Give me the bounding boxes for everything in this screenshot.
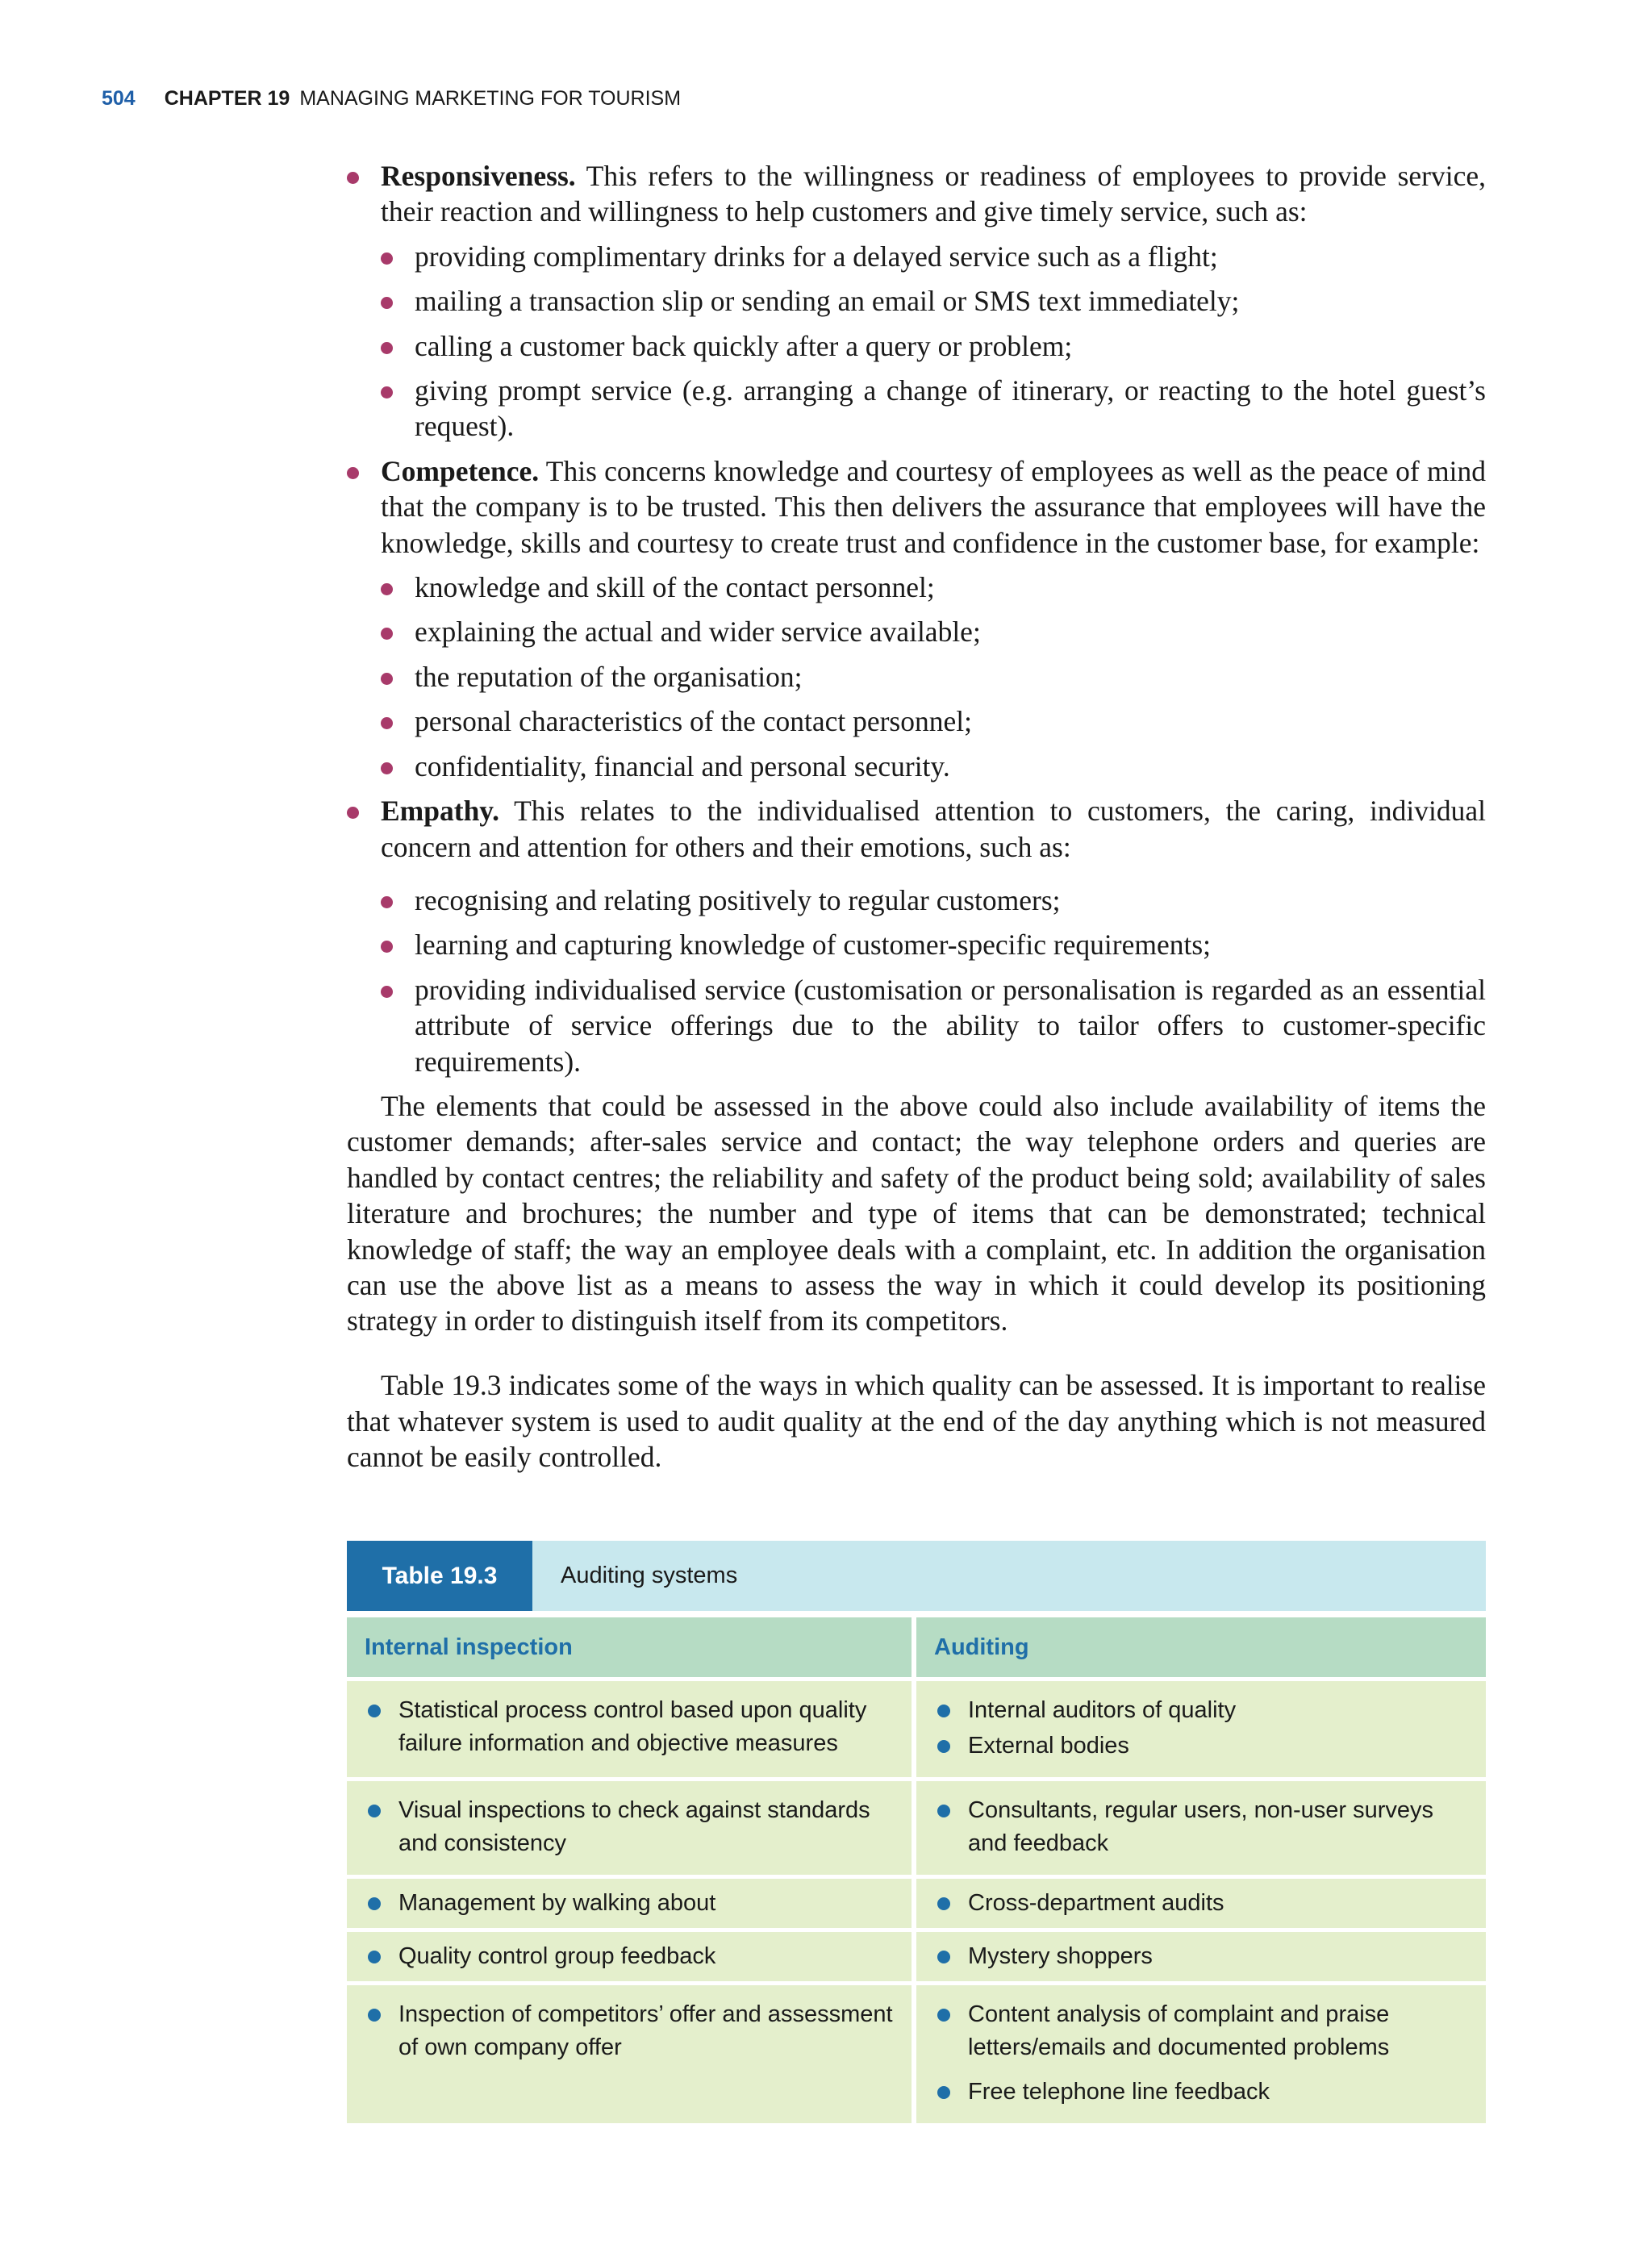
cell-text: Visual inspections to check against standards and consistency: [398, 1797, 870, 1856]
table-caption: Auditing systems: [561, 1563, 738, 1588]
bullet-icon: [347, 172, 359, 184]
list-item-text: knowledge and skill of the contact personnel;: [415, 571, 935, 604]
cell-list-item: [365, 1794, 895, 1860]
cell-list-item: [934, 1940, 1470, 1973]
bullet-icon: [381, 673, 393, 685]
bullet-icon: [381, 717, 393, 729]
list-item: [347, 373, 1486, 444]
list-item-empathy: [347, 793, 1486, 865]
cell-list-item: [934, 1998, 1470, 2064]
term-empathy: Empathy.: [381, 795, 499, 828]
table-cell: [347, 1985, 912, 2123]
bullet-icon: [381, 628, 393, 640]
chapter-label: CHAPTER 19: [164, 87, 290, 110]
body-text: [347, 158, 1486, 1504]
column-header-internal-inspection: Internal inspection: [347, 1617, 912, 1677]
bullet-icon: [347, 467, 359, 479]
cell-list-item: [365, 1998, 895, 2064]
list-item-text: recognising and relating positively to regular customers;: [415, 883, 1061, 916]
bullet-icon: [381, 342, 393, 354]
column-header-auditing: Auditing: [916, 1617, 1486, 1677]
bullet-icon: [937, 2009, 950, 2022]
cell-text: Mystery shoppers: [968, 1943, 1153, 1969]
list-item: [347, 614, 1486, 649]
table-cell: [347, 1932, 912, 1981]
cell-list-item: [934, 1794, 1470, 1860]
cell-text: Consultants, regular users, non-user surveys and feedback: [968, 1797, 1434, 1856]
list-item: [347, 927, 1486, 962]
bullet-icon: [937, 1740, 950, 1753]
auditing-systems-table: [347, 1541, 1486, 2123]
table-number: Table 19.3: [347, 1541, 532, 1611]
cell-text: Quality control group feedback: [398, 1943, 716, 1969]
list-item: [347, 283, 1486, 319]
bullet-icon: [368, 1705, 381, 1717]
bullet-icon: [381, 297, 393, 309]
list-item: [347, 239, 1486, 274]
cell-text: Content analysis of complaint and praise letters/emails and documented problems: [968, 2001, 1390, 2060]
running-head: [102, 87, 681, 111]
table-cell: [347, 1681, 912, 1777]
table-cell: [916, 1681, 1486, 1777]
table-cell: [916, 1932, 1486, 1981]
bullet-icon: [368, 1897, 381, 1910]
list-item: [347, 570, 1486, 605]
body-paragraph: Table 19.3 indicates some of the ways in which quality can be assessed. It is important to realise that whatever system is used to audit quality at the end of the day anything which is not measured cannot be easily controlled.: [347, 1369, 1486, 1474]
list-item-text: the reputation of the organisation;: [415, 660, 803, 693]
cell-text: Statistical process control based upon quality failure information and objective measures: [398, 1697, 867, 1756]
bullet-icon: [347, 807, 359, 819]
list-item-text: calling a customer back quickly after a query or problem;: [415, 329, 1073, 362]
cell-text: Internal auditors of quality: [968, 1697, 1237, 1723]
bullet-icon: [937, 1705, 950, 1717]
list-item-text: providing complimentary drinks for a delayed service such as a flight;: [415, 240, 1218, 273]
list-item: [347, 883, 1486, 918]
empathy-text: This relates to the individualised attention to customers, the caring, individual concern and attention for others and their emotions, such as:: [381, 795, 1486, 863]
term-competence: Competence.: [381, 454, 540, 487]
cell-list-item: [365, 1887, 895, 1920]
bullet-icon: [368, 1805, 381, 1817]
bullet-icon: [937, 1897, 950, 1910]
list-item: [347, 972, 1486, 1079]
table-cell: [916, 1879, 1486, 1928]
bullet-icon: [937, 1805, 950, 1817]
bullet-icon: [381, 252, 393, 265]
table-cell: [347, 1879, 912, 1928]
cell-text: Cross-department audits: [968, 1890, 1224, 1916]
cell-text: Management by walking about: [398, 1890, 716, 1916]
table-cell: [916, 1985, 1486, 2123]
bullet-icon: [381, 986, 393, 998]
cell-text: Inspection of competitors’ offer and assessment of own company offer: [398, 2001, 893, 2060]
bullet-icon: [381, 896, 393, 908]
cell-text: Free telephone line feedback: [968, 2079, 1270, 2105]
list-item-text: personal characteristics of the contact personnel;: [415, 705, 972, 738]
cell-list-item: [934, 1730, 1470, 1763]
table-title-bar: [347, 1541, 1486, 1611]
responsiveness-text: This refers to the willingness or readiness of employees to provide service, their reaction and willingness to help customers and give timely service, such as:: [381, 160, 1486, 228]
term-responsiveness: Responsiveness.: [381, 160, 576, 192]
cell-list-item: [934, 2076, 1470, 2109]
list-item-responsiveness: [347, 158, 1486, 230]
table-grid: [347, 1617, 1486, 2123]
list-item-text: confidentiality, financial and personal security.: [415, 749, 950, 782]
bullet-icon: [381, 941, 393, 953]
cell-text: External bodies: [968, 1733, 1129, 1759]
list-item-text: mailing a transaction slip or sending an email or SMS text immediately;: [415, 285, 1240, 318]
bullet-icon: [381, 762, 393, 774]
bullet-icon: [368, 2009, 381, 2022]
cell-list-item: [365, 1694, 895, 1760]
bullet-icon: [937, 1951, 950, 1963]
list-item-text: giving prompt service (e.g. arranging a change of itinerary, or reacting to the hotel guest’s request).: [415, 374, 1486, 443]
body-paragraph: The elements that could be assessed in the above could also include availability of items the customer demands; after-sales service and contact; the way telephone orders and queries are handled by contact centres; the reliability and safety of the product being sold; availability of sales literature and brochures; the number and type of items that can be demonstrated; technical knowledge of staff; the way an employee deals with a complaint, etc. In addition the organisation can use the above list as a means to assess the way in which it could develop its positioning strategy in order to distinguish itself from its competitors.: [347, 1089, 1486, 1337]
table-cell: [347, 1781, 912, 1875]
chapter-title: MANAGING MARKETING FOR TOURISM: [299, 87, 682, 110]
list-item-text: providing individualised service (customisation or personalisation is regarded as an essential attribute of service offerings due to the ability to tailor offers to customer-specific requirements).: [415, 973, 1486, 1078]
bullet-icon: [368, 1951, 381, 1963]
bullet-icon: [381, 386, 393, 399]
table-cell: [916, 1781, 1486, 1875]
list-item-text: explaining the actual and wider service available;: [415, 615, 981, 649]
bullet-icon: [381, 583, 393, 595]
competence-text: This concerns knowledge and courtesy of employees as well as the peace of mind that the company is to be trusted. This then delivers the assurance that employees will have the knowledge, skills and courtesy to create trust and confidence in the customer base, for example:: [381, 454, 1486, 559]
cell-list-item: [934, 1887, 1470, 1920]
page-number: 504: [102, 87, 136, 110]
list-item-text: learning and capturing knowledge of customer-specific requirements;: [415, 928, 1212, 962]
list-item: [347, 703, 1486, 739]
cell-list-item: [365, 1940, 895, 1973]
list-item: [347, 659, 1486, 695]
cell-list-item: [934, 1694, 1470, 1727]
list-item: [347, 328, 1486, 364]
bullet-icon: [937, 2086, 950, 2099]
list-item: [347, 749, 1486, 784]
list-item-competence: [347, 453, 1486, 561]
